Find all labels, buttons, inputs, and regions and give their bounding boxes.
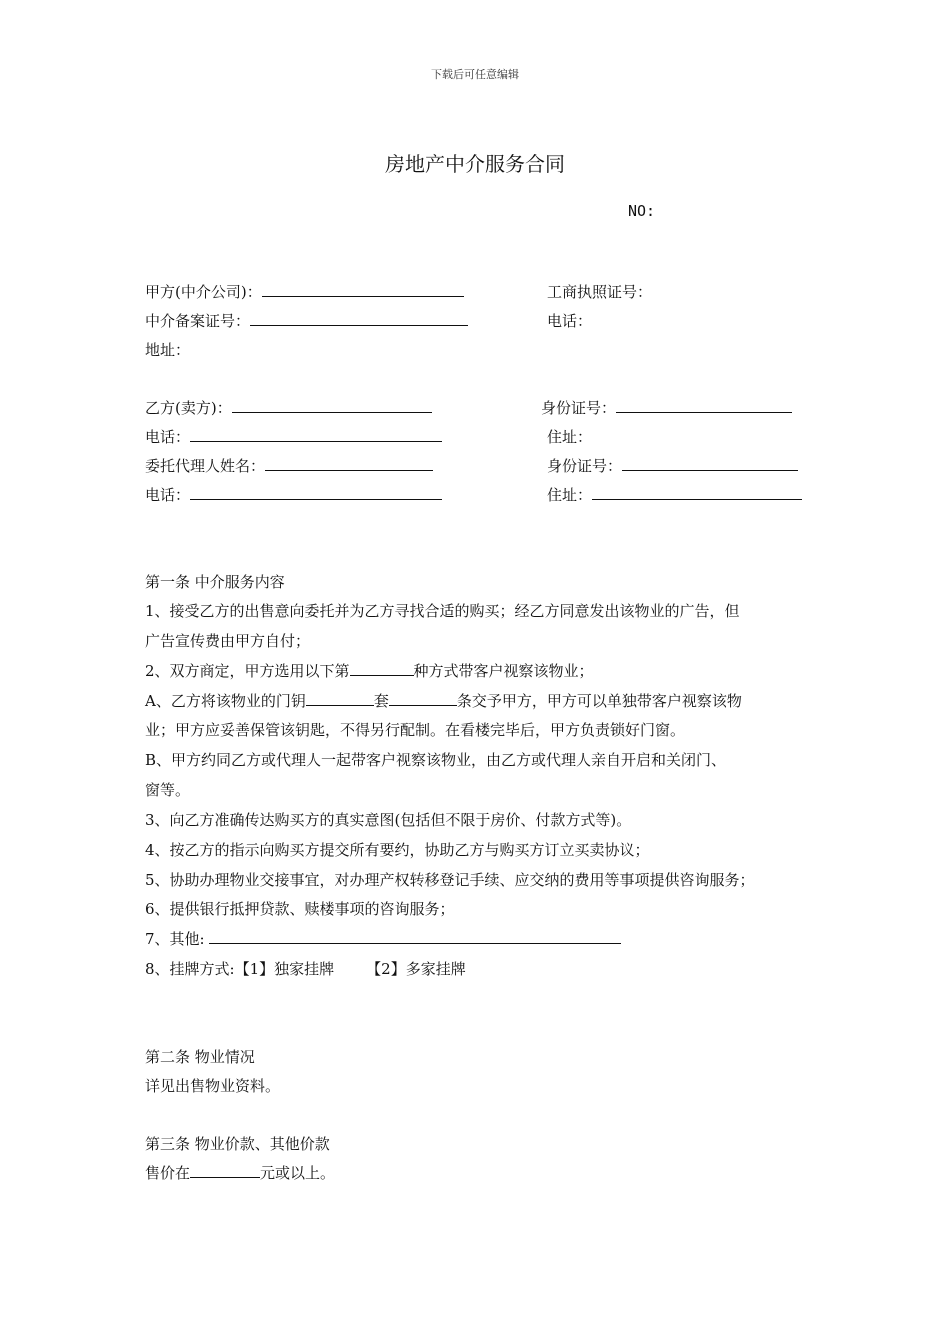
article2-heading: 第二条 物业情况 [145, 1048, 255, 1066]
party-b-seller-field [145, 397, 432, 419]
party-b-phone-blank[interactable] [190, 427, 442, 442]
article1-item2 [145, 660, 594, 682]
article3-price [145, 1162, 335, 1184]
party-b-agent-id-field [547, 455, 798, 477]
article1-heading: 第一条 中介服务内容 [145, 573, 285, 591]
article1-item2-text-a: 2、双方商定，甲方选用以下第 [145, 662, 350, 680]
document-title: 房地产中介服务合同 [385, 152, 565, 176]
article1-item2-blank[interactable] [350, 661, 414, 676]
article1-itemB-line1: B、甲方约同乙方或代理人一起带客户视察该物业，由乙方或代理人亲自开启和关闭门、 [145, 751, 727, 769]
party-a-company-blank[interactable] [262, 282, 464, 297]
article3-heading: 第三条 物业价款、其他价款 [145, 1135, 330, 1153]
party-a-address-label: 地址： [145, 341, 191, 359]
article1-itemA-text-a: A、乙方将该物业的门钥 [145, 692, 306, 710]
article1-itemA-blank-1[interactable] [306, 691, 374, 706]
article1-item1-line1: 1、接受乙方的出售意向委托并为乙方寻找合适的购买；经乙方同意发出该物业的广告，但 [145, 602, 740, 620]
article1-item7-blank[interactable] [209, 929, 621, 944]
article1-itemA-blank-2[interactable] [389, 691, 457, 706]
page-header-note: 下载后可任意编辑 [431, 68, 519, 81]
article1-item5: 5、协助办理物业交接事宜，对办理产权转移登记手续、应交纳的费用等事项提供咨询服务； [145, 871, 755, 889]
article1-item2-text-b: 种方式带客户视察该物业； [413, 662, 594, 680]
party-a-filing-label: 中介备案证号： [145, 312, 251, 330]
article1-itemA-line1 [145, 690, 742, 712]
party-b-agent-address-label: 住址： [547, 486, 593, 504]
party-b-agent-phone-label: 电话： [145, 486, 191, 504]
article1-item8-option1[interactable]: 8、挂牌方式:【1】独家挂牌 [145, 960, 335, 978]
article1-item4: 4、按乙方的指示向购买方提交所有要约，协助乙方与购买方订立买卖协议； [145, 841, 650, 859]
article1-item8 [145, 958, 466, 980]
article3-price-text-a: 售价在 [145, 1164, 191, 1182]
article1-item7 [145, 928, 621, 950]
party-b-agent-label: 委托代理人姓名： [145, 457, 266, 475]
article1-item7-label: 7、其他: [145, 930, 205, 948]
article2-body: 详见出售物业资料。 [145, 1077, 281, 1095]
article1-item6: 6、提供银行抵押贷款、赎楼事项的咨询服务； [145, 900, 455, 918]
party-b-agent-address-blank[interactable] [592, 485, 802, 500]
party-b-agent-id-blank[interactable] [622, 456, 798, 471]
party-a-license-label: 工商执照证号： [547, 283, 653, 301]
party-b-agent-phone-field [145, 484, 442, 506]
article1-itemA-text-c: 条交予甲方，甲方可以单独带客户视察该物 [456, 692, 742, 710]
article1-itemB-line2: 窗等。 [145, 781, 191, 799]
article3-price-blank[interactable] [190, 1163, 260, 1178]
party-b-id-field [541, 397, 792, 419]
party-b-phone-label: 电话： [145, 428, 191, 446]
article1-item8-option2[interactable]: 【2】多家挂牌 [366, 960, 466, 978]
article1-item1-line2: 广告宣传费由甲方自付； [145, 632, 311, 650]
article1-itemA-line2: 业；甲方应妥善保管该钥匙，不得另行配制。在看楼完毕后，甲方负责锁好门窗。 [145, 721, 686, 739]
party-b-id-label: 身份证号： [541, 399, 617, 417]
party-b-address-label: 住址： [547, 428, 593, 446]
contract-number-label: NO: [628, 202, 656, 220]
party-a-company-field [145, 281, 464, 303]
party-b-id-blank[interactable] [616, 398, 792, 413]
article1-itemA-text-b: 套 [373, 692, 389, 710]
party-a-company-label: 甲方(中介公司)： [145, 283, 262, 301]
party-a-filing-field [145, 310, 468, 332]
party-b-phone-field [145, 426, 442, 448]
party-a-phone-label: 电话： [547, 312, 593, 330]
article3-price-text-b: 元或以上。 [260, 1164, 336, 1182]
party-b-agent-field [145, 455, 433, 477]
party-b-agent-blank[interactable] [265, 456, 433, 471]
party-a-filing-blank[interactable] [250, 311, 468, 326]
party-b-agent-address-field [547, 484, 802, 506]
party-b-seller-blank[interactable] [232, 398, 432, 413]
party-b-seller-label: 乙方(卖方)： [145, 399, 232, 417]
article1-item3: 3、向乙方准确传达购买方的真实意图(包括但不限于房价、付款方式等)。 [145, 811, 632, 829]
party-b-agent-id-label: 身份证号： [547, 457, 623, 475]
party-b-agent-phone-blank[interactable] [190, 485, 442, 500]
